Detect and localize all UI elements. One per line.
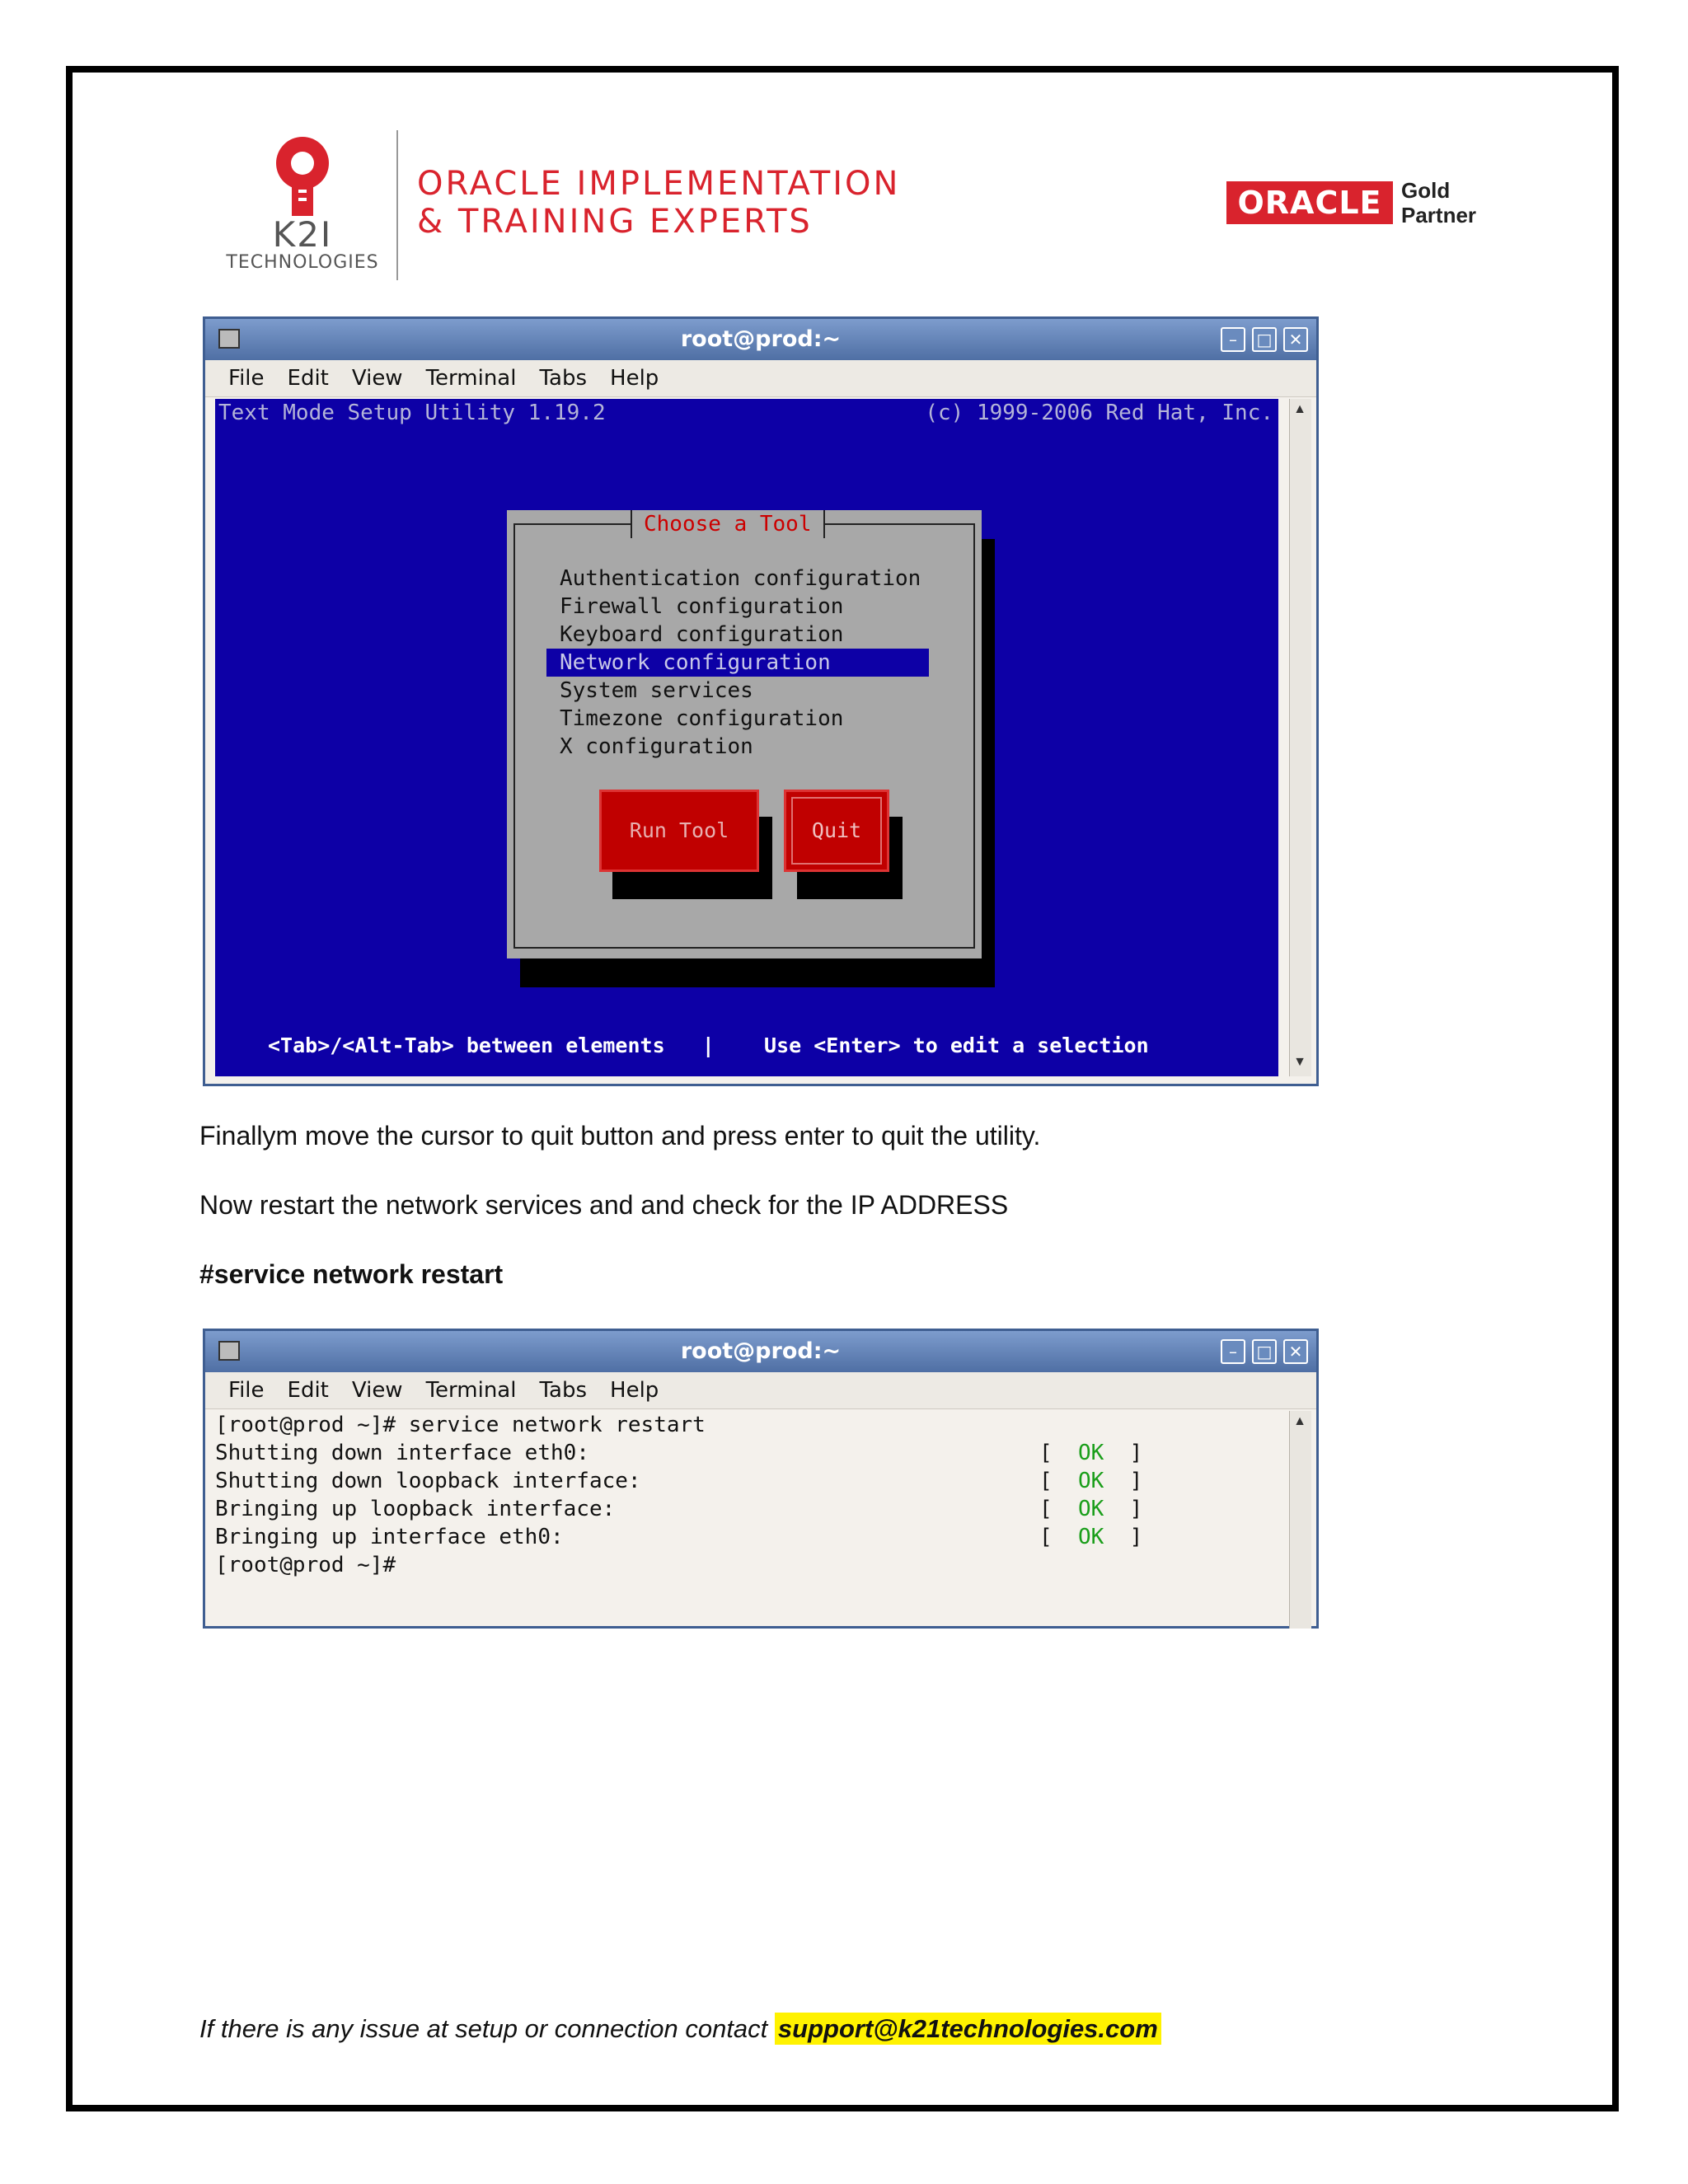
scroll-down-icon[interactable]: ▼	[1293, 1055, 1306, 1069]
choose-tool-dialog	[507, 510, 982, 958]
quit-label: Quit	[811, 818, 862, 842]
window-title: root@prod:~	[680, 326, 842, 352]
status-ok: [ OK ]	[1039, 1441, 1143, 1465]
tool-item[interactable]: Authentication configuration	[560, 566, 921, 591]
ok-label: OK	[1077, 1525, 1104, 1549]
quit-button[interactable]	[784, 790, 889, 872]
menu-edit[interactable]: Edit	[287, 366, 329, 391]
utility-header-right: (c) 1999-2006 Red Hat, Inc.	[925, 401, 1273, 425]
tagline-line2: & TRAINING EXPERTS	[417, 203, 813, 241]
footer-text: If there is any issue at setup or connection contact	[199, 2014, 775, 2043]
minimize-icon[interactable]: –	[1221, 1339, 1245, 1364]
paragraph-restart-instructions: Now restart the network services and and check for the IP ADDRESS	[199, 1190, 1009, 1220]
tagline-line1: ORACLE IMPLEMENTATION	[417, 165, 901, 203]
utility-header-left: Text Mode Setup Utility 1.19.2	[218, 401, 606, 425]
console-text: [root@prod ~]# service network restart	[215, 1413, 706, 1437]
partner-line2: Partner	[1401, 203, 1477, 227]
tool-item[interactable]: X configuration	[560, 734, 753, 759]
menu-bar	[205, 360, 1316, 397]
menu-bar	[205, 1372, 1316, 1409]
ok-label: OK	[1077, 1469, 1104, 1493]
menu-tabs[interactable]: Tabs	[539, 1378, 588, 1403]
scroll-up-icon[interactable]: ▲	[1293, 1414, 1306, 1428]
k21-logo-subtext: TECHNOLOGIES	[226, 252, 379, 273]
tool-item[interactable]: Firewall configuration	[560, 594, 844, 619]
tool-item[interactable]: System services	[560, 678, 753, 703]
close-icon[interactable]: ✕	[1283, 327, 1308, 352]
k21-logo-text: K2I	[272, 214, 333, 255]
title-bar	[205, 319, 1316, 360]
title-bar	[205, 1331, 1316, 1372]
console-text: Bringing up loopback interface:	[215, 1497, 616, 1521]
console-output[interactable]	[215, 1411, 1278, 1579]
tool-item-selected[interactable]: Network configuration	[546, 649, 929, 677]
terminal-window-restart	[203, 1329, 1319, 1629]
console-text: Shutting down interface eth0:	[215, 1441, 589, 1465]
status-ok: [ OK ]	[1039, 1469, 1143, 1493]
status-ok: [ OK ]	[1039, 1525, 1143, 1549]
partner-line1: Gold	[1401, 178, 1451, 203]
support-email-link[interactable]: support@k21technologies.com	[775, 2013, 1161, 2045]
menu-terminal[interactable]: Terminal	[425, 366, 517, 391]
console-text: [root@prod ~]#	[215, 1553, 396, 1577]
scrollbar[interactable]	[1289, 399, 1311, 1076]
console-line	[215, 1523, 1278, 1551]
console-line	[215, 1467, 1278, 1495]
menu-help[interactable]: Help	[610, 1378, 659, 1403]
console-text: Bringing up interface eth0:	[215, 1525, 564, 1549]
menu-tabs[interactable]: Tabs	[539, 366, 588, 391]
status-ok: [ OK ]	[1039, 1497, 1143, 1521]
minimize-icon[interactable]: –	[1221, 327, 1245, 352]
window-title: root@prod:~	[680, 1338, 842, 1364]
console-line	[215, 1495, 1278, 1523]
footer-contact	[199, 2014, 1161, 2044]
menu-file[interactable]: File	[228, 366, 265, 391]
menu-edit[interactable]: Edit	[287, 1378, 329, 1403]
console-line	[215, 1411, 1278, 1439]
setup-utility-screen	[215, 399, 1278, 1076]
command-heading: #service network restart	[199, 1259, 504, 1289]
console-text: Shutting down loopback interface:	[215, 1469, 641, 1493]
menu-help[interactable]: Help	[610, 366, 659, 391]
dialog-title: Choose a Tool	[631, 510, 825, 538]
terminal-window-setup	[203, 316, 1319, 1086]
menu-terminal[interactable]: Terminal	[425, 1378, 517, 1403]
console-line	[215, 1551, 1278, 1579]
menu-view[interactable]: View	[351, 1378, 403, 1403]
ok-label: OK	[1077, 1441, 1104, 1465]
scrollbar[interactable]	[1289, 1411, 1311, 1629]
scroll-up-icon[interactable]: ▲	[1293, 402, 1306, 416]
run-tool-label: Run Tool	[629, 818, 729, 842]
ok-label: OK	[1077, 1497, 1104, 1521]
oracle-badge: ORACLE	[1226, 181, 1393, 224]
tool-item[interactable]: Keyboard configuration	[560, 622, 844, 647]
tool-item[interactable]: Timezone configuration	[560, 706, 844, 731]
menu-file[interactable]: File	[228, 1378, 265, 1403]
paragraph-quit-instructions: Finallym move the cursor to quit button and press enter to quit the utility.	[199, 1121, 1041, 1151]
console-line	[215, 1439, 1278, 1467]
run-tool-button[interactable]	[599, 790, 759, 872]
status-line: <Tab>/<Alt-Tab> between elements | Use <Enter> to edit a selection	[268, 1033, 1149, 1057]
partner-label	[1401, 178, 1476, 227]
maximize-icon[interactable]: □	[1252, 1339, 1277, 1364]
header-divider	[396, 130, 398, 280]
menu-view[interactable]: View	[351, 366, 403, 391]
maximize-icon[interactable]: □	[1252, 327, 1277, 352]
close-icon[interactable]: ✕	[1283, 1339, 1308, 1364]
